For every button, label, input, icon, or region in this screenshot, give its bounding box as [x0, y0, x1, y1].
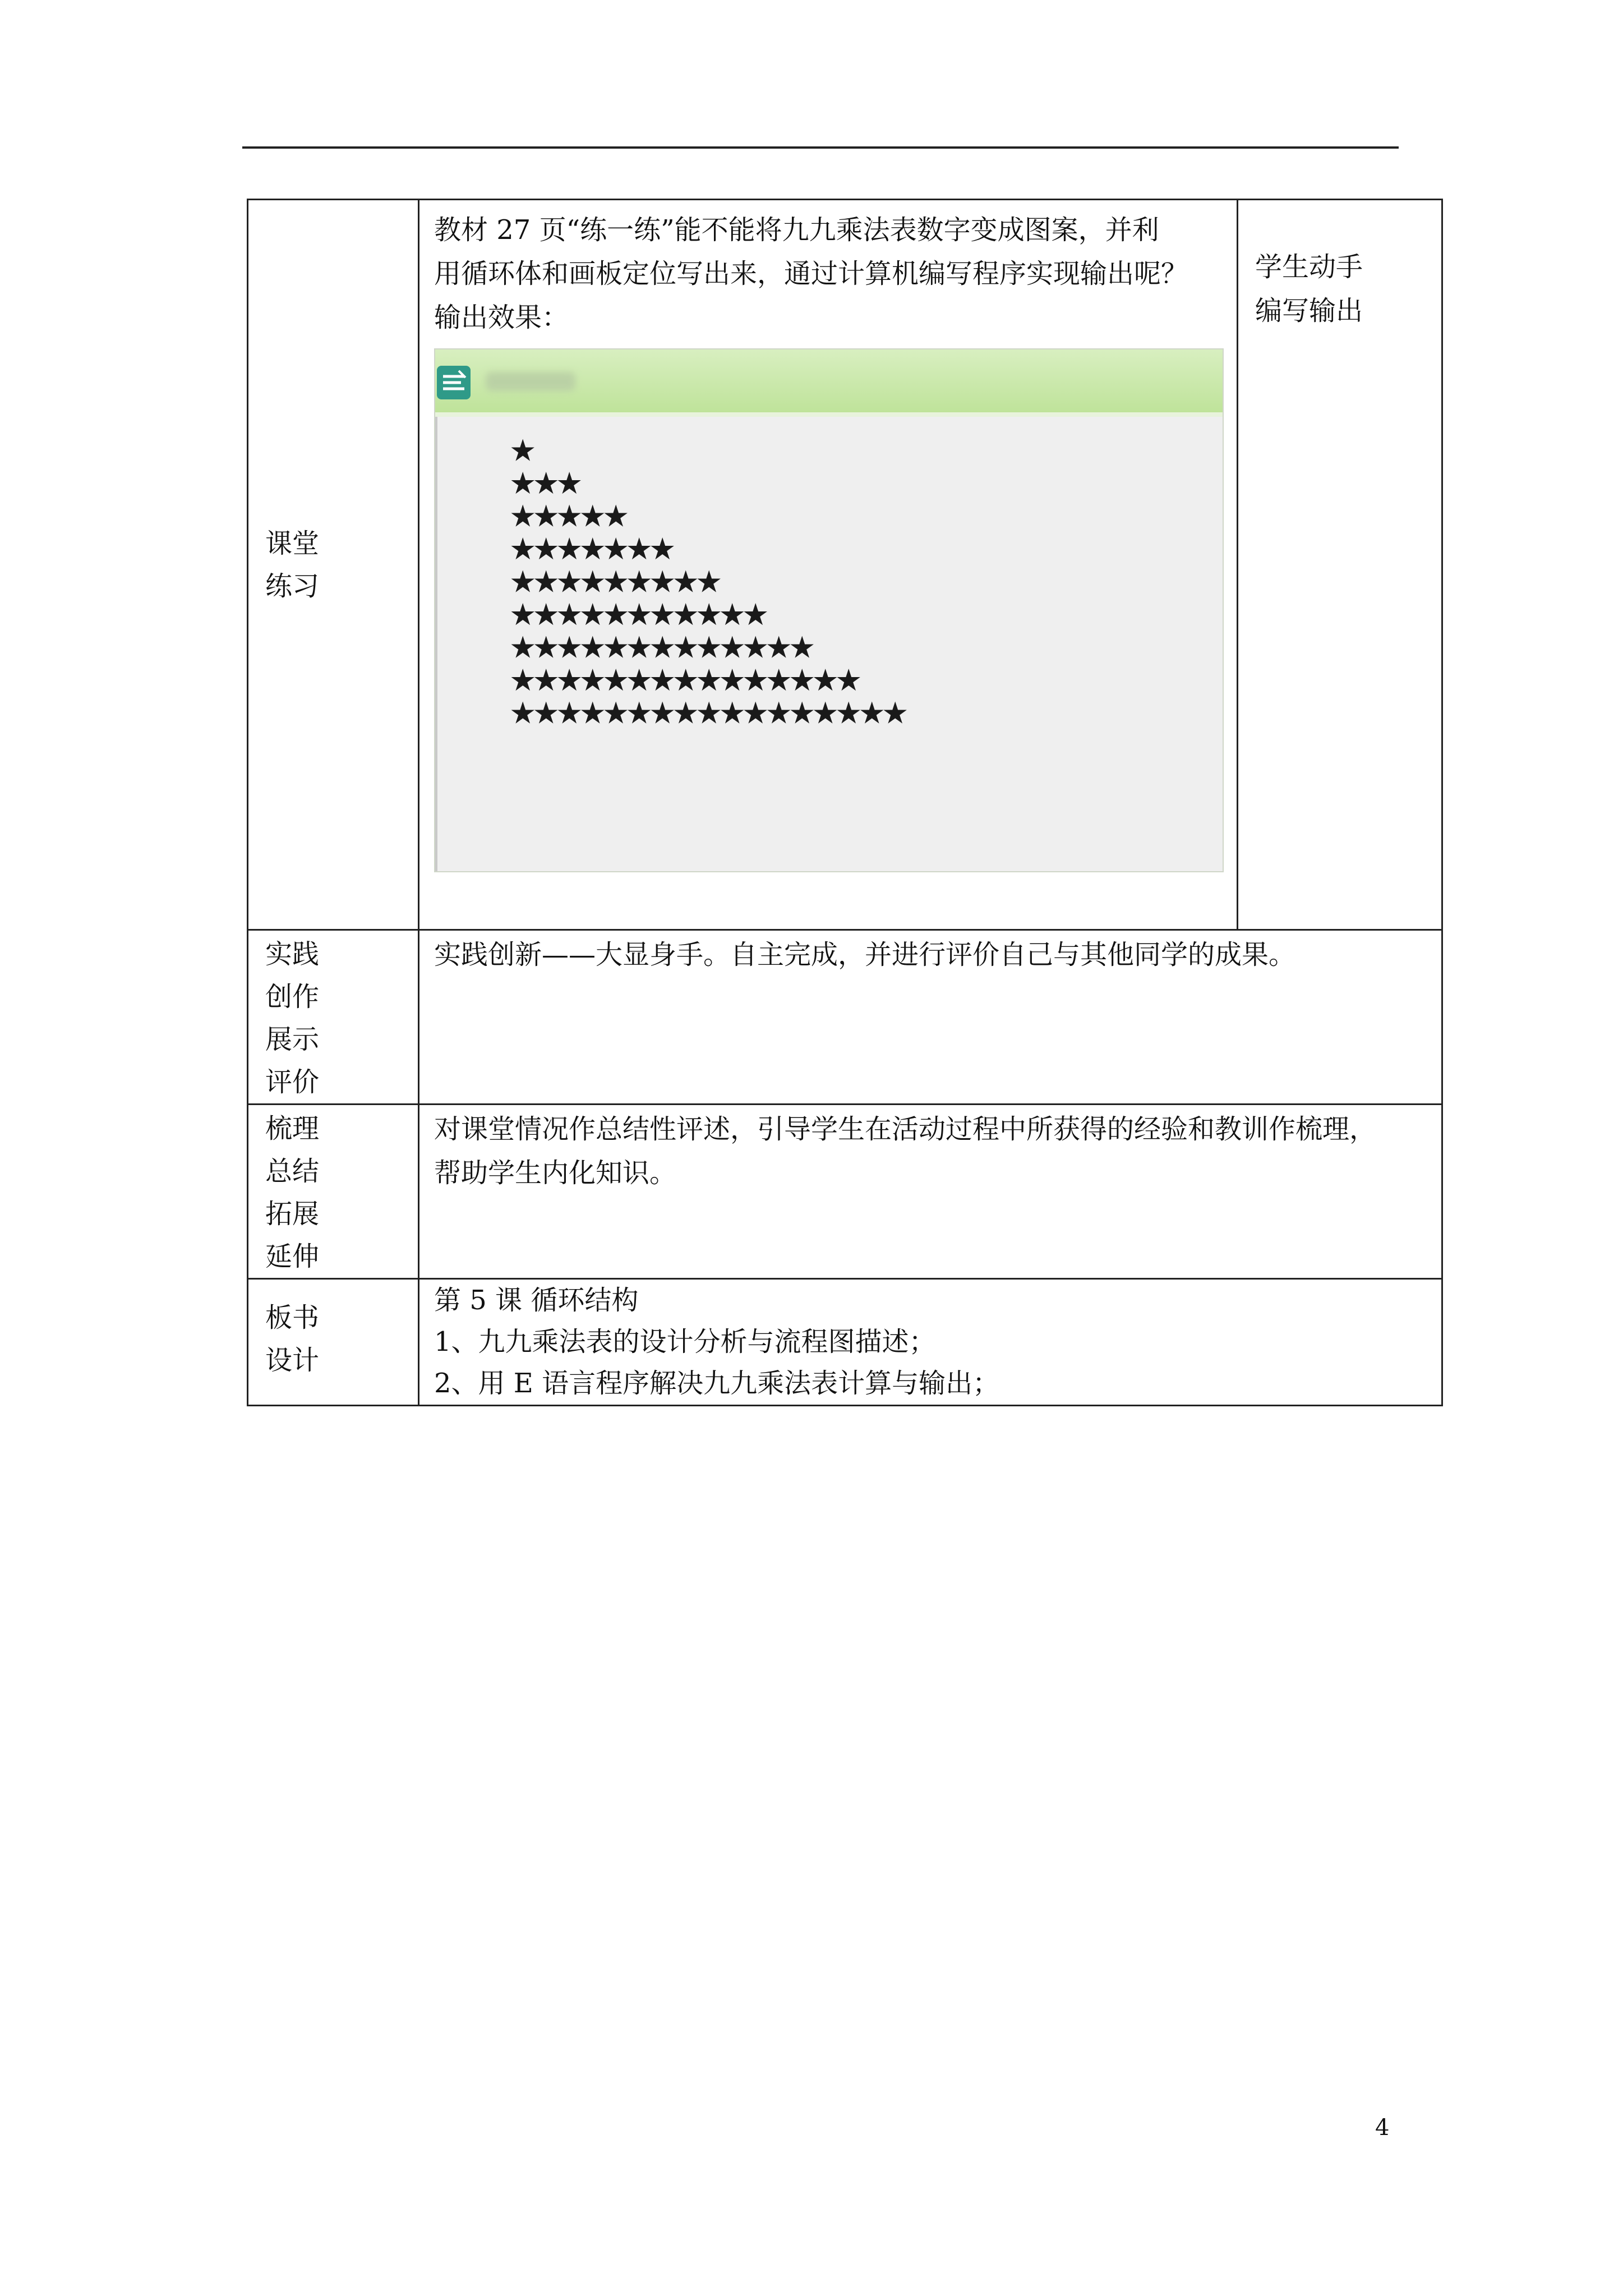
star-glyph: ★	[532, 498, 560, 534]
star-glyph: ★	[718, 695, 746, 731]
star-glyph: ★	[718, 597, 746, 632]
showcase-content	[419, 930, 1442, 1105]
row-label-line: 板书	[265, 1302, 320, 1333]
star-glyph: ★	[625, 564, 653, 600]
star-glyph: ★	[742, 629, 769, 665]
star-glyph: ★	[649, 531, 676, 567]
star-glyph: ★	[625, 695, 653, 731]
row-label-line: 梳理	[265, 1113, 320, 1144]
star-glyph: ★	[532, 662, 560, 698]
star-glyph: ★	[695, 662, 723, 698]
star-glyph: ★	[625, 629, 653, 665]
star-glyph: ★	[695, 597, 723, 632]
star-glyph: ★	[695, 629, 723, 665]
row-label-line: 总结	[265, 1156, 320, 1187]
board-content	[419, 1279, 1442, 1406]
star-glyph: ★	[695, 564, 723, 600]
star-glyph: ★	[765, 662, 792, 698]
star-glyph: ★	[672, 564, 699, 600]
star-glyph: ★	[742, 695, 769, 731]
star-glyph: ★	[765, 695, 792, 731]
star-glyph: ★	[556, 498, 583, 534]
star-glyph: ★	[532, 695, 560, 731]
star-glyph: ★	[835, 662, 863, 698]
row-label-line: 创作	[265, 981, 320, 1013]
star-glyph: ★	[556, 564, 583, 600]
summary-text-line: 对课堂情况作总结性评述，引导学生在活动过程中所获得的经验和教训作梳理，	[434, 1114, 1377, 1145]
star-glyph: ★	[882, 695, 909, 731]
star-glyph: ★	[532, 531, 560, 567]
table-row-board	[248, 1279, 1442, 1406]
star-glyph: ★	[649, 695, 676, 731]
table-row-practice	[248, 200, 1442, 930]
star-glyph: ★	[556, 662, 583, 698]
star-glyph: ★	[509, 629, 537, 665]
star-glyph: ★	[742, 662, 769, 698]
note-line: 学生动手	[1255, 251, 1363, 283]
star-glyph: ★	[532, 466, 560, 501]
board-text-line: 第 5 课 循环结构	[434, 1285, 639, 1316]
showcase-text: 实践创新——大显身手。自主完成，并进行评价自己与其他同学的成果。	[434, 939, 1296, 970]
star-glyph: ★	[602, 597, 630, 632]
star-glyph: ★	[579, 662, 606, 698]
star-glyph: ★	[625, 597, 653, 632]
row-label-practice	[248, 200, 419, 930]
lesson-plan-table	[247, 199, 1443, 1406]
star-glyph: ★	[556, 695, 583, 731]
row-label-line: 拓展	[265, 1198, 320, 1230]
practice-text-line: 教材 27 页“练一练”能不能将九九乘法表数字变成图案，并利	[434, 214, 1159, 246]
star-glyph: ★	[695, 695, 723, 731]
star-glyph: ★	[742, 597, 769, 632]
star-glyph: ★	[858, 695, 886, 731]
star-glyph: ★	[532, 597, 560, 632]
row-label-line: 实践	[265, 938, 320, 970]
star-glyph: ★	[672, 629, 699, 665]
practice-content	[419, 200, 1238, 930]
star-glyph: ★	[789, 629, 816, 665]
board-text-line: 2、用 E 语言程序解决九九乘法表计算与输出；	[434, 1368, 1000, 1399]
window-titlebar	[435, 349, 1223, 412]
e-language-logo-icon	[436, 365, 471, 400]
star-glyph: ★	[579, 695, 606, 731]
table-row-summary	[248, 1105, 1442, 1279]
star-glyph: ★	[811, 695, 839, 731]
star-glyph: ★	[811, 662, 839, 698]
star-glyph: ★	[579, 564, 606, 600]
star-glyph: ★	[672, 597, 699, 632]
star-glyph: ★	[532, 629, 560, 665]
table-row-showcase	[248, 930, 1442, 1105]
star-glyph: ★	[602, 531, 630, 567]
star-glyph: ★	[509, 695, 537, 731]
star-glyph: ★	[835, 695, 863, 731]
window-title-blurred	[486, 372, 575, 391]
star-glyph: ★	[509, 662, 537, 698]
star-glyph: ★	[509, 564, 537, 600]
star-glyph: ★	[509, 432, 537, 468]
star-glyph: ★	[579, 498, 606, 534]
star-glyph: ★	[579, 629, 606, 665]
star-glyph: ★	[672, 695, 699, 731]
row-label-showcase	[248, 930, 419, 1105]
page-number: 4	[1375, 2115, 1390, 2141]
star-glyph: ★	[649, 629, 676, 665]
note-line: 编写输出	[1255, 295, 1363, 326]
star-glyph: ★	[556, 466, 583, 501]
star-glyph: ★	[625, 531, 653, 567]
row-label-line: 评价	[265, 1066, 320, 1098]
practice-text-line: 用循环体和画板定位写出来，通过计算机编写程序实现输出呢？	[434, 258, 1188, 289]
star-glyph: ★	[556, 531, 583, 567]
star-glyph: ★	[789, 662, 816, 698]
row-label-board	[248, 1279, 419, 1406]
star-glyph: ★	[602, 629, 630, 665]
row-label-summary	[248, 1105, 419, 1279]
star-glyph: ★	[602, 498, 630, 534]
row-label-line: 课堂	[265, 527, 320, 559]
star-glyph: ★	[556, 629, 583, 665]
star-glyph: ★	[649, 564, 676, 600]
row-label-line: 展示	[265, 1024, 320, 1055]
star-glyph: ★	[509, 597, 537, 632]
practice-text-line: 输出效果：	[434, 302, 569, 333]
board-text-line: 1、九九乘法表的设计分析与流程图描述；	[434, 1326, 936, 1358]
star-glyph: ★	[765, 629, 792, 665]
star-glyph: ★	[509, 498, 537, 534]
program-output-screenshot	[434, 348, 1224, 872]
summary-text-line: 帮助学生内化知识。	[434, 1157, 677, 1189]
star-glyph: ★	[602, 695, 630, 731]
row-label-line: 练习	[265, 570, 320, 602]
star-glyph: ★	[718, 662, 746, 698]
summary-content	[419, 1105, 1442, 1279]
practice-note	[1238, 200, 1442, 930]
row-label-line: 设计	[265, 1345, 320, 1376]
star-glyph: ★	[579, 597, 606, 632]
star-glyph: ★	[649, 597, 676, 632]
star-glyph: ★	[718, 629, 746, 665]
star-glyph: ★	[602, 662, 630, 698]
star-glyph: ★	[509, 466, 537, 501]
header-rule	[242, 146, 1399, 149]
star-glyph: ★	[649, 662, 676, 698]
star-glyph: ★	[672, 662, 699, 698]
star-glyph: ★	[509, 531, 537, 567]
star-glyph: ★	[532, 564, 560, 600]
star-glyph: ★	[556, 597, 583, 632]
row-label-line: 延伸	[265, 1241, 320, 1272]
star-glyph: ★	[789, 695, 816, 731]
star-glyph: ★	[602, 564, 630, 600]
star-triangle-output	[435, 417, 1220, 869]
star-glyph: ★	[625, 662, 653, 698]
window-separator	[435, 412, 1223, 417]
star-glyph: ★	[579, 531, 606, 567]
